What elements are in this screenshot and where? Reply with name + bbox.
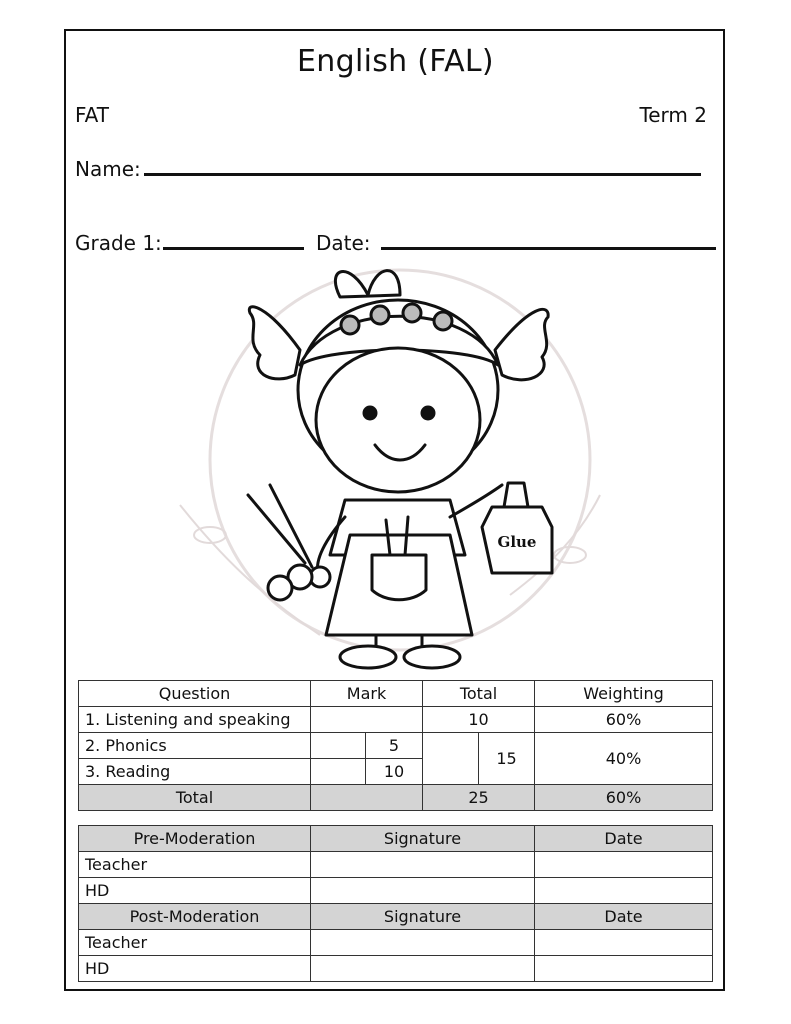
- header-total: Total: [423, 681, 535, 707]
- total-cell: 10: [423, 707, 535, 733]
- marks-table: [78, 680, 713, 811]
- moderation-table: [78, 825, 713, 982]
- date-header: Date: [535, 904, 713, 930]
- grade-label: Grade 1:: [75, 231, 162, 255]
- role-cell: HD: [79, 878, 311, 904]
- table-row: [79, 878, 713, 904]
- dress-pocket: [372, 555, 426, 600]
- signature-header: Signature: [311, 904, 535, 930]
- question-cell: 3. Reading: [79, 759, 311, 785]
- table-row: [79, 930, 713, 956]
- name-label: Name:: [75, 157, 141, 181]
- mark-cell: 10: [366, 759, 423, 785]
- mark-entry-cell[interactable]: [311, 759, 366, 785]
- assessment-type: FAT: [75, 103, 110, 127]
- date-cell[interactable]: [535, 956, 713, 982]
- total-row: [79, 785, 713, 811]
- combined-weighting-cell: 40%: [535, 733, 713, 785]
- table-row: [79, 707, 713, 733]
- role-cell: HD: [79, 956, 311, 982]
- grade-line[interactable]: [163, 247, 304, 250]
- total-mark-cell[interactable]: [311, 785, 423, 811]
- hair-bow: [335, 271, 400, 297]
- right-pigtail: [495, 309, 548, 380]
- term-label: Term 2: [639, 103, 707, 127]
- role-cell: Teacher: [79, 852, 311, 878]
- signature-cell[interactable]: [311, 878, 535, 904]
- role-cell: Teacher: [79, 930, 311, 956]
- date-label: Date:: [316, 231, 371, 255]
- total-weighting-cell: 60%: [535, 785, 713, 811]
- table-row: [79, 733, 713, 759]
- mark-cell: 5: [366, 733, 423, 759]
- header-weighting: Weighting: [535, 681, 713, 707]
- table-row: [79, 956, 713, 982]
- signature-cell[interactable]: [311, 852, 535, 878]
- date-cell[interactable]: [535, 852, 713, 878]
- mark-cell[interactable]: [311, 707, 423, 733]
- date-line[interactable]: [381, 247, 716, 250]
- weighting-cell: 60%: [535, 707, 713, 733]
- scissors-blade: [270, 485, 312, 567]
- post-moderation-header: Post-Moderation: [79, 904, 311, 930]
- signature-cell[interactable]: [311, 956, 535, 982]
- signature-cell[interactable]: [311, 930, 535, 956]
- header-mark: Mark: [311, 681, 423, 707]
- date-cell[interactable]: [535, 930, 713, 956]
- date-header: Date: [535, 826, 713, 852]
- right-shoe: [404, 646, 460, 668]
- signature-header: Signature: [311, 826, 535, 852]
- grand-total-cell: 25: [423, 785, 535, 811]
- table-row: [79, 852, 713, 878]
- girl-illustration: [150, 255, 630, 675]
- pre-moderation-header: Pre-Moderation: [79, 826, 311, 852]
- date-cell[interactable]: [535, 878, 713, 904]
- total-label: Total: [79, 785, 311, 811]
- name-line[interactable]: [144, 173, 701, 176]
- header-question: Question: [79, 681, 311, 707]
- mark-entry-cell[interactable]: [311, 733, 366, 759]
- question-cell: 1. Listening and speaking: [79, 707, 311, 733]
- face: [316, 348, 480, 492]
- left-shoe: [340, 646, 396, 668]
- question-cell: 2. Phonics: [79, 733, 311, 759]
- glue-label: Glue: [497, 533, 537, 551]
- total-entry-cell[interactable]: [423, 733, 479, 785]
- combined-total-cell: 15: [479, 733, 535, 785]
- page-title: English (FAL): [297, 44, 494, 79]
